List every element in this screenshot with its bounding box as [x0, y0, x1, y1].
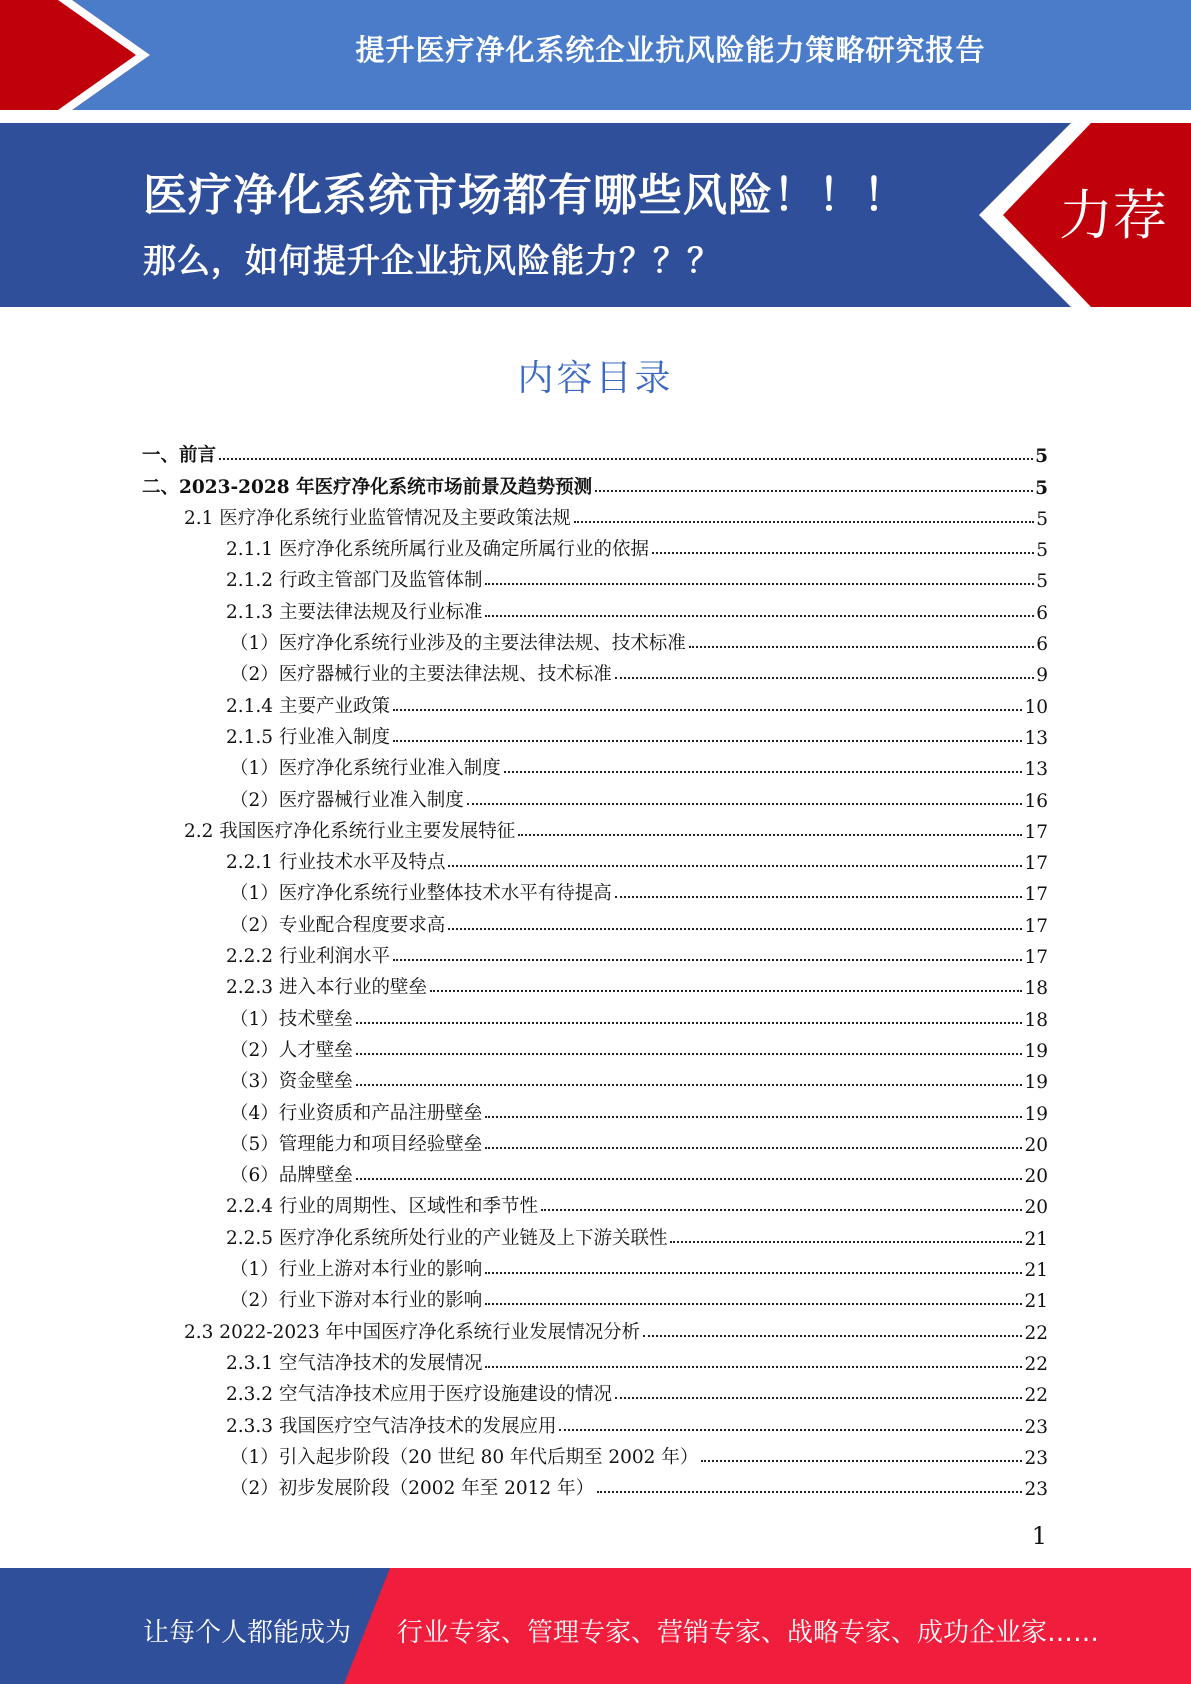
recommend-badge: 力荐 [1059, 184, 1167, 247]
toc-dot-leader [356, 1084, 1023, 1086]
toc-entry-title: （1）引入起步阶段（20 世纪 80 年代后期至 2002 年） [230, 1446, 699, 1468]
toc-entry[interactable] [142, 561, 1048, 592]
toc-entry-page: 21 [1024, 1228, 1048, 1250]
toc-dot-leader [615, 896, 1023, 898]
toc-entry-title: 2.2 我国医疗净化系统行业主要发展特征 [184, 820, 516, 842]
toc-entry-page: 13 [1024, 727, 1048, 749]
toc-entry-title: 2.1.3 主要法律法规及行业标准 [226, 601, 483, 623]
toc-entry[interactable] [142, 499, 1048, 530]
toc-dot-leader [597, 1491, 1022, 1493]
toc-dot-leader [652, 552, 1034, 554]
headline: 医疗净化系统市场都有哪些风险！！！ [143, 170, 908, 221]
footer-slogan-left: 让每个人都能成为 [143, 1618, 352, 1648]
toc-entry-title: （2）人才壁垒 [230, 1039, 353, 1061]
toc-entry-title: （2）行业下游对本行业的影响 [230, 1290, 483, 1312]
toc-entry-page: 6 [1036, 602, 1048, 624]
toc-entry[interactable] [142, 1375, 1048, 1406]
toc-dot-leader [643, 1335, 1022, 1337]
toc-dot-leader [393, 709, 1022, 711]
toc-entry-page: 17 [1024, 947, 1048, 969]
toc-entry[interactable] [142, 1281, 1048, 1312]
toc-dot-leader [485, 583, 1034, 585]
toc-entry[interactable] [142, 968, 1048, 999]
toc-entry[interactable] [142, 937, 1048, 968]
toc-entry-title: （1）医疗净化系统行业涉及的主要法律法规、技术标准 [230, 633, 686, 655]
toc-entry[interactable] [142, 843, 1048, 874]
toc-entry-title: 2.1.5 行业准入制度 [226, 726, 390, 748]
toc-entry[interactable] [142, 749, 1048, 780]
toc-entry-page: 23 [1024, 1447, 1048, 1469]
toc-entry-title: （1）医疗净化系统行业准入制度 [230, 758, 501, 780]
footer-banner [0, 1568, 1191, 1684]
toc-entry-page: 22 [1024, 1322, 1048, 1344]
toc-entry-page: 9 [1036, 665, 1048, 687]
toc-entry-page: 5 [1035, 477, 1048, 499]
toc-entry-page: 17 [1024, 884, 1048, 906]
toc-entry[interactable] [142, 592, 1048, 623]
toc-entry-page: 23 [1024, 1479, 1048, 1501]
toc-entry[interactable] [142, 1187, 1048, 1218]
toc-entry-title: 2.2.4 行业的周期性、区域性和季节性 [226, 1196, 538, 1218]
toc-entry[interactable] [142, 1031, 1048, 1062]
toc-dot-leader [448, 928, 1022, 930]
toc-dot-leader [356, 1022, 1023, 1024]
toc-entry-page: 10 [1024, 696, 1048, 718]
toc-entry-title: 二、2023-2028 年医疗净化系统市场前景及趋势预测 [142, 476, 593, 498]
toc-entry[interactable] [142, 718, 1048, 749]
toc-entry-page: 20 [1024, 1197, 1048, 1219]
toc-entry-title: 2.3.2 空气洁净技术应用于医疗设施建设的情况 [226, 1384, 612, 1406]
toc-entry-title: （2）医疗器械行业准入制度 [230, 789, 464, 811]
toc-entry-page: 17 [1024, 853, 1048, 875]
toc-entry-title: 2.3 2022-2023 年中国医疗净化系统行业发展情况分析 [184, 1321, 641, 1343]
toc-entry[interactable] [142, 1093, 1048, 1124]
toc-entry[interactable] [142, 1218, 1048, 1249]
toc-entry-title: 2.2.3 进入本行业的壁垒 [226, 977, 427, 999]
toc-dot-leader [518, 834, 1022, 836]
toc-entry[interactable] [142, 467, 1048, 498]
toc-entry-page: 19 [1024, 1072, 1048, 1094]
toc-entry-title: （2）医疗器械行业的主要法律法规、技术标准 [230, 664, 612, 686]
toc-entry-page: 5 [1036, 508, 1048, 530]
toc-dot-leader [485, 1272, 1022, 1274]
toc-dot-leader [393, 740, 1022, 742]
toc-entry-page: 6 [1036, 634, 1048, 656]
toc-dot-leader [574, 521, 1034, 523]
toc-dot-leader [615, 677, 1034, 679]
toc-dot-leader [541, 1209, 1022, 1211]
toc-entry[interactable] [142, 1469, 1048, 1500]
toc-entry-page: 5 [1035, 446, 1048, 468]
toc-dot-leader [485, 615, 1034, 617]
toc-entry[interactable] [142, 1406, 1048, 1437]
toc-entry[interactable] [142, 1250, 1048, 1281]
toc-entry[interactable] [142, 999, 1048, 1030]
toc-entry[interactable] [142, 812, 1048, 843]
toc-dot-leader [485, 1147, 1022, 1149]
toc-dot-leader [559, 1429, 1022, 1431]
toc-entry[interactable] [142, 624, 1048, 655]
toc-entry-page: 16 [1024, 790, 1048, 812]
toc-title: 内容目录 [517, 358, 674, 399]
toc-entry-page: 19 [1024, 1103, 1048, 1125]
toc-entry-title: 2.1 医疗净化系统行业监管情况及主要政策法规 [184, 507, 571, 529]
toc-entry[interactable] [142, 1125, 1048, 1156]
toc-dot-leader [595, 490, 1033, 492]
toc-entry[interactable] [142, 655, 1048, 686]
toc-entry-page: 17 [1024, 821, 1048, 843]
toc-entry-page: 21 [1024, 1291, 1048, 1313]
toc-entry-page: 22 [1024, 1385, 1048, 1407]
page-number: 1 [1031, 1522, 1047, 1550]
toc-entry-page: 5 [1036, 571, 1048, 593]
toc-entry-page: 20 [1024, 1134, 1048, 1156]
toc-dot-leader [485, 1366, 1022, 1368]
toc-entry-page: 21 [1024, 1260, 1048, 1282]
toc-entry-title: 2.2.1 行业技术水平及特点 [226, 852, 446, 874]
toc-entry-page: 22 [1024, 1353, 1048, 1375]
toc-entry-title: （5）管理能力和项目经验壁垒 [230, 1133, 483, 1155]
toc-dot-leader [701, 1460, 1022, 1462]
toc-dot-leader [393, 959, 1022, 961]
toc-entry-title: （4）行业资质和产品注册壁垒 [230, 1102, 483, 1124]
toc-entry-page: 23 [1024, 1416, 1048, 1438]
toc-entry[interactable] [142, 1344, 1048, 1375]
toc-dot-leader [504, 771, 1023, 773]
table-of-contents [142, 436, 1048, 1500]
toc-entry-title: 2.2.5 医疗净化系统所处行业的产业链及上下游关联性 [226, 1227, 668, 1249]
toc-entry-title: （2）专业配合程度要求高 [230, 914, 446, 936]
hero-banner [0, 123, 1191, 307]
toc-dot-leader [615, 1397, 1022, 1399]
toc-entry[interactable] [142, 436, 1048, 467]
subheadline: 那么，如何提升企业抗风险能力？？？ [143, 241, 721, 280]
banner-red-arrow [0, 0, 150, 110]
toc-entry-title: 2.3.1 空气洁净技术的发展情况 [226, 1352, 483, 1374]
toc-entry-page: 19 [1024, 1040, 1048, 1062]
toc-entry-title: 一、前言 [142, 445, 217, 467]
toc-entry-title: 2.3.3 我国医疗空气洁净技术的发展应用 [226, 1415, 557, 1437]
toc-entry-page: 17 [1024, 915, 1048, 937]
toc-dot-leader [448, 865, 1022, 867]
toc-entry[interactable] [142, 1062, 1048, 1093]
toc-dot-leader [485, 1116, 1022, 1118]
toc-entry-title: 2.2.2 行业利润水平 [226, 946, 390, 968]
toc-entry-page: 5 [1036, 540, 1048, 562]
toc-entry[interactable] [142, 1438, 1048, 1469]
toc-entry-title: （1）技术壁垒 [230, 1008, 353, 1030]
toc-entry-title: （3）资金壁垒 [230, 1071, 353, 1093]
toc-entry-title: （2）初步发展阶段（2002 年至 2012 年） [230, 1478, 595, 1500]
toc-dot-leader [219, 458, 1033, 460]
toc-dot-leader [689, 646, 1034, 648]
toc-dot-leader [670, 1241, 1022, 1243]
toc-entry[interactable] [142, 530, 1048, 561]
toc-entry-title: （1）行业上游对本行业的影响 [230, 1259, 483, 1281]
top-banner [0, 0, 1191, 110]
footer-slogan-right: 行业专家、管理专家、营销专家、战略专家、成功企业家…… [397, 1618, 1100, 1648]
toc-entry[interactable] [142, 905, 1048, 936]
toc-entry[interactable] [142, 1312, 1048, 1343]
toc-entry-page: 18 [1024, 1009, 1048, 1031]
toc-entry-title: 2.1.1 医疗净化系统所属行业及确定所属行业的依据 [226, 539, 649, 561]
toc-entry[interactable] [142, 1156, 1048, 1187]
toc-entry-page: 13 [1024, 759, 1048, 781]
toc-dot-leader [485, 1303, 1022, 1305]
toc-dot-leader [356, 1178, 1023, 1180]
toc-dot-leader [356, 1053, 1023, 1055]
toc-entry-title: （1）医疗净化系统行业整体技术水平有待提高 [230, 883, 612, 905]
toc-entry[interactable] [142, 686, 1048, 717]
toc-entry-page: 20 [1024, 1166, 1048, 1188]
toc-entry-title: 2.1.2 行政主管部门及监管体制 [226, 570, 483, 592]
toc-entry-title: 2.1.4 主要产业政策 [226, 695, 390, 717]
toc-entry-title: （6）品牌壁垒 [230, 1165, 353, 1187]
toc-dot-leader [430, 990, 1022, 992]
toc-dot-leader [467, 803, 1023, 805]
toc-entry[interactable] [142, 874, 1048, 905]
toc-entry-page: 18 [1024, 978, 1048, 1000]
report-title: 提升医疗净化系统企业抗风险能力策略研究报告 [355, 33, 986, 67]
toc-entry[interactable] [142, 780, 1048, 811]
